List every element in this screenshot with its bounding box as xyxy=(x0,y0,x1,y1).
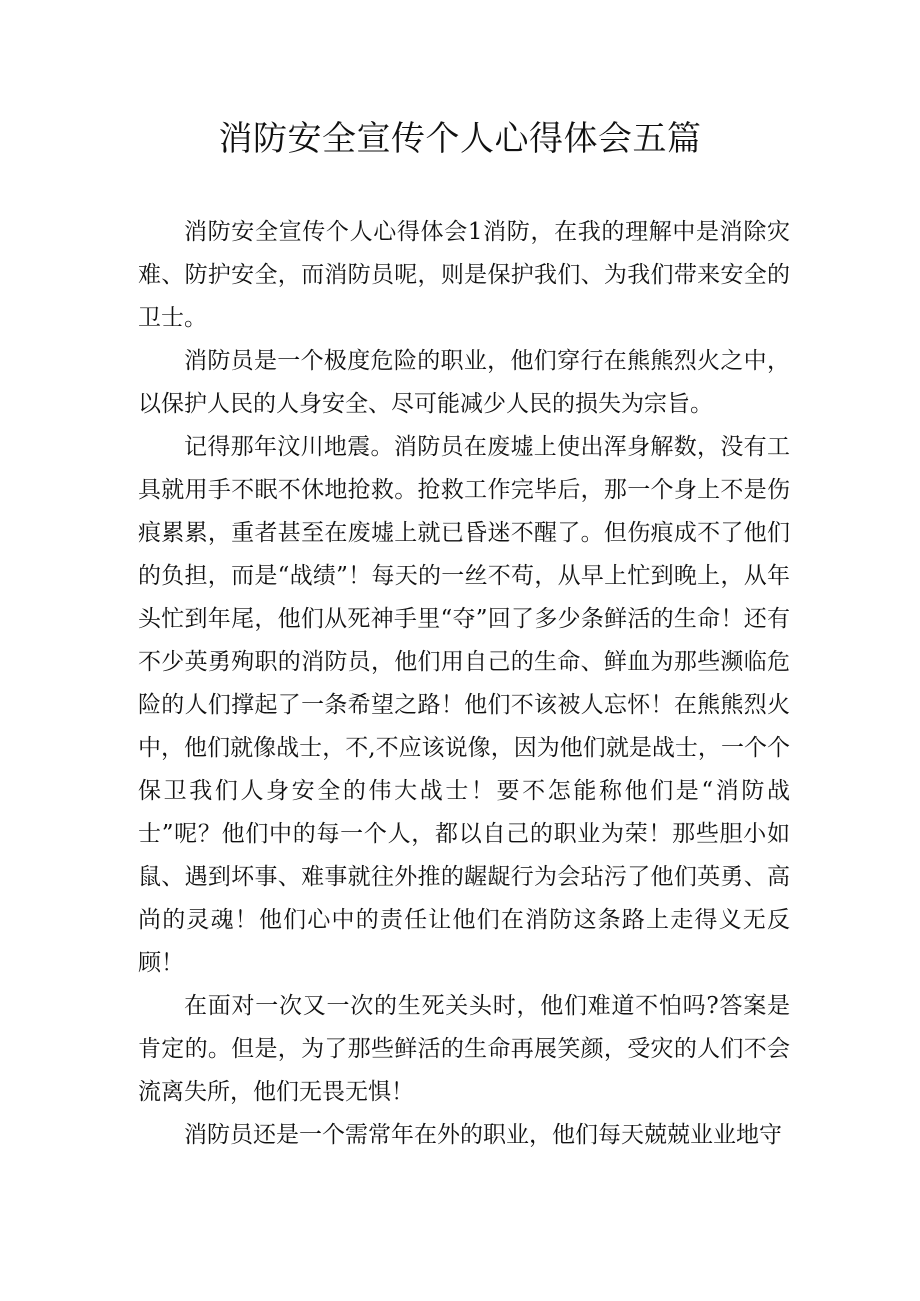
paragraph-5: 消防员还是一个需常年在外的职业，他们每天兢兢业业地守 xyxy=(184,1122,782,1148)
document-title: 消防安全宣传个人心得体会五篇 xyxy=(218,119,702,159)
document-body xyxy=(138,211,790,1157)
paragraph-3: 记得那年汶川地震。消防员在废墟上使出浑身解数，没有工具就用手不眠不休地抢救。抢救工作完毕后，那一个身上不是伤痕累累，重者甚至在废墟上就已昏迷不醒了。但伤痕成不了他们的负担，而是“战绩”！每天的一丝不苟，从早上忙到晚上，从年头忙到年尾，他们从死神手里“夺”回了多少条鲜活的生命！还有不少英勇殉职的消防员，他们用自己的生命、鲜血为那些濒临危险的人们撑起了一条希望之路！他们不该被人忘怀！在熊熊烈火中，他们就像战士，不,不应该说像，因为他们就是战士，一个个保卫我们人身安全的伟大战士！要不怎能称他们是“消防战士”呢？他们中的每一个人，都以自己的职业为荣！那些胆小如鼠、遇到坏事、难事就往外推的龌龊行为会玷污了他们英勇、高尚的灵魂！他们心中的责任让他们在消防这条路上走得义无反顾！ xyxy=(138,434,790,976)
paragraph-2: 消防员是一个极度危险的职业，他们穿行在熊熊烈火之中，以保护人民的人身安全、尽可能减少人民的损失为宗旨。 xyxy=(138,348,790,417)
paragraph-4: 在面对一次又一次的生死关头时，他们难道不怕吗?答案是肯定的。但是，为了那些鲜活的生命再展笑颜，受灾的人们不会流离失所，他们无畏无惧！ xyxy=(138,993,790,1105)
paragraph-1: 消防安全宣传个人心得体会1消防，在我的理解中是消除灾难、防护安全，而消防员呢，则是保护我们、为我们带来安全的卫士。 xyxy=(138,219,790,331)
